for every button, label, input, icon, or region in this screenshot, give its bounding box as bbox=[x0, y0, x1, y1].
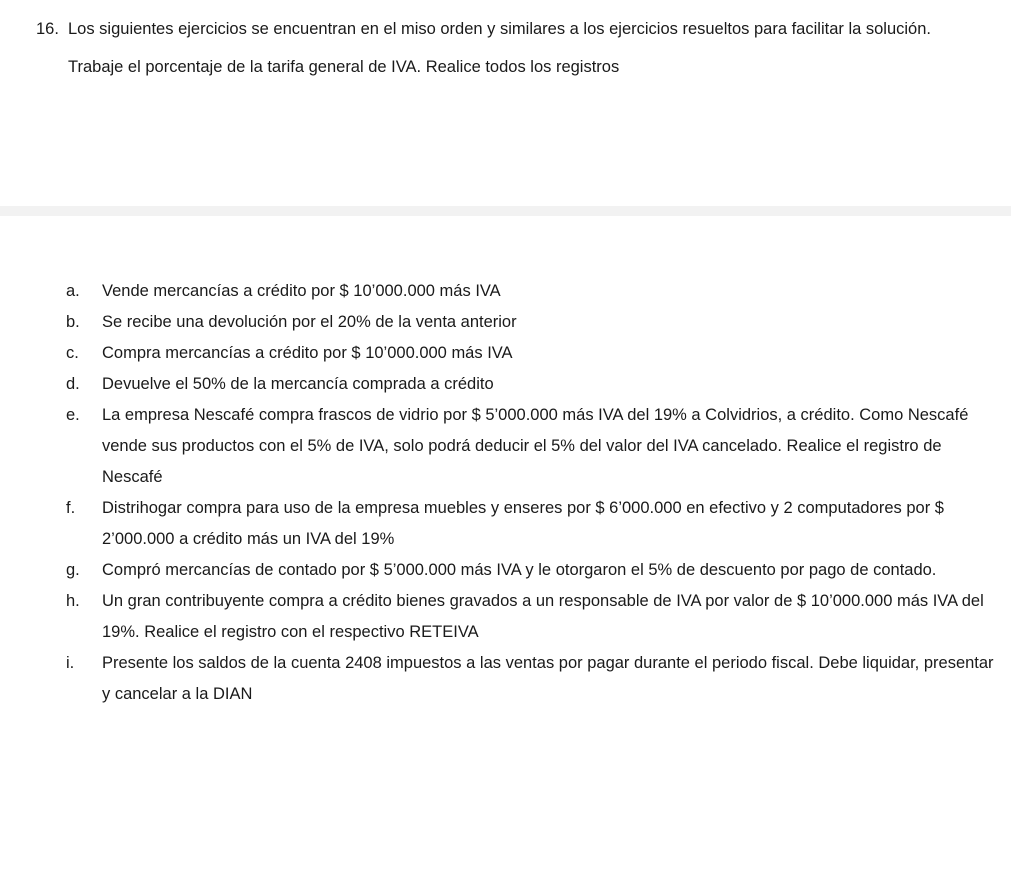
item-letter: b. bbox=[66, 313, 80, 331]
list-item bbox=[66, 586, 1001, 648]
item-letter: e. bbox=[66, 406, 80, 424]
exercise-instructions: Los siguientes ejercicios se encuentran en el miso orden y similares a los ejercicios resueltos para facilitar la solución. Trabaje el porcentaje de la tarifa general de IVA. Realice todos los registros bbox=[68, 20, 931, 76]
item-letter: c. bbox=[66, 344, 79, 362]
item-text: Un gran contribuyente compra a crédito bienes gravados a un responsable de IVA por valor de $ 10’000.000 más IVA del 19%. Realice el registro con el respectivo RETEIVA bbox=[102, 592, 984, 641]
item-letter: h. bbox=[66, 592, 80, 610]
item-letter: i. bbox=[66, 654, 75, 672]
item-letter: d. bbox=[66, 375, 80, 393]
item-text: Presente los saldos de la cuenta 2408 impuestos a las ventas por pagar durante el periodo fiscal. Debe liquidar, presentar y cancelar a la DIAN bbox=[102, 654, 994, 703]
item-text: Se recibe una devolución por el 20% de la venta anterior bbox=[102, 313, 517, 331]
page-separator bbox=[0, 206, 1011, 216]
item-text: Vende mercancías a crédito por $ 10’000.000 más IVA bbox=[102, 282, 501, 300]
list-item bbox=[66, 338, 1001, 369]
list-item bbox=[66, 555, 1001, 586]
item-text: Distrihogar compra para uso de la empresa muebles y enseres por $ 6’000.000 en efectivo y 2 computadores por $ 2’000.000 a crédito más un IVA del 19% bbox=[102, 499, 944, 548]
list-item bbox=[66, 276, 1001, 307]
list-item bbox=[66, 400, 1001, 493]
exercise-number: 16. bbox=[36, 20, 59, 38]
exercise-list bbox=[66, 276, 1001, 710]
list-item bbox=[66, 307, 1001, 338]
item-text: La empresa Nescafé compra frascos de vidrio por $ 5’000.000 más IVA del 19% a Colvidrios, a crédito. Como Nescafé vende sus productos con el 5% de IVA, solo podrá deducir el 5% del valor del IVA cancelado. Realice el registro de Nescafé bbox=[102, 406, 969, 486]
list-item bbox=[66, 369, 1001, 400]
exercise-intro bbox=[36, 10, 986, 86]
item-text: Compró mercancías de contado por $ 5’000.000 más IVA y le otorgaron el 5% de descuento por pago de contado. bbox=[102, 561, 937, 579]
item-letter: f. bbox=[66, 499, 76, 517]
item-text: Devuelve el 50% de la mercancía comprada a crédito bbox=[102, 375, 494, 393]
item-letter: a. bbox=[66, 282, 80, 300]
item-letter: g. bbox=[66, 561, 80, 579]
item-text: Compra mercancías a crédito por $ 10’000.000 más IVA bbox=[102, 344, 513, 362]
list-item bbox=[66, 493, 1001, 555]
list-item bbox=[66, 648, 1001, 710]
